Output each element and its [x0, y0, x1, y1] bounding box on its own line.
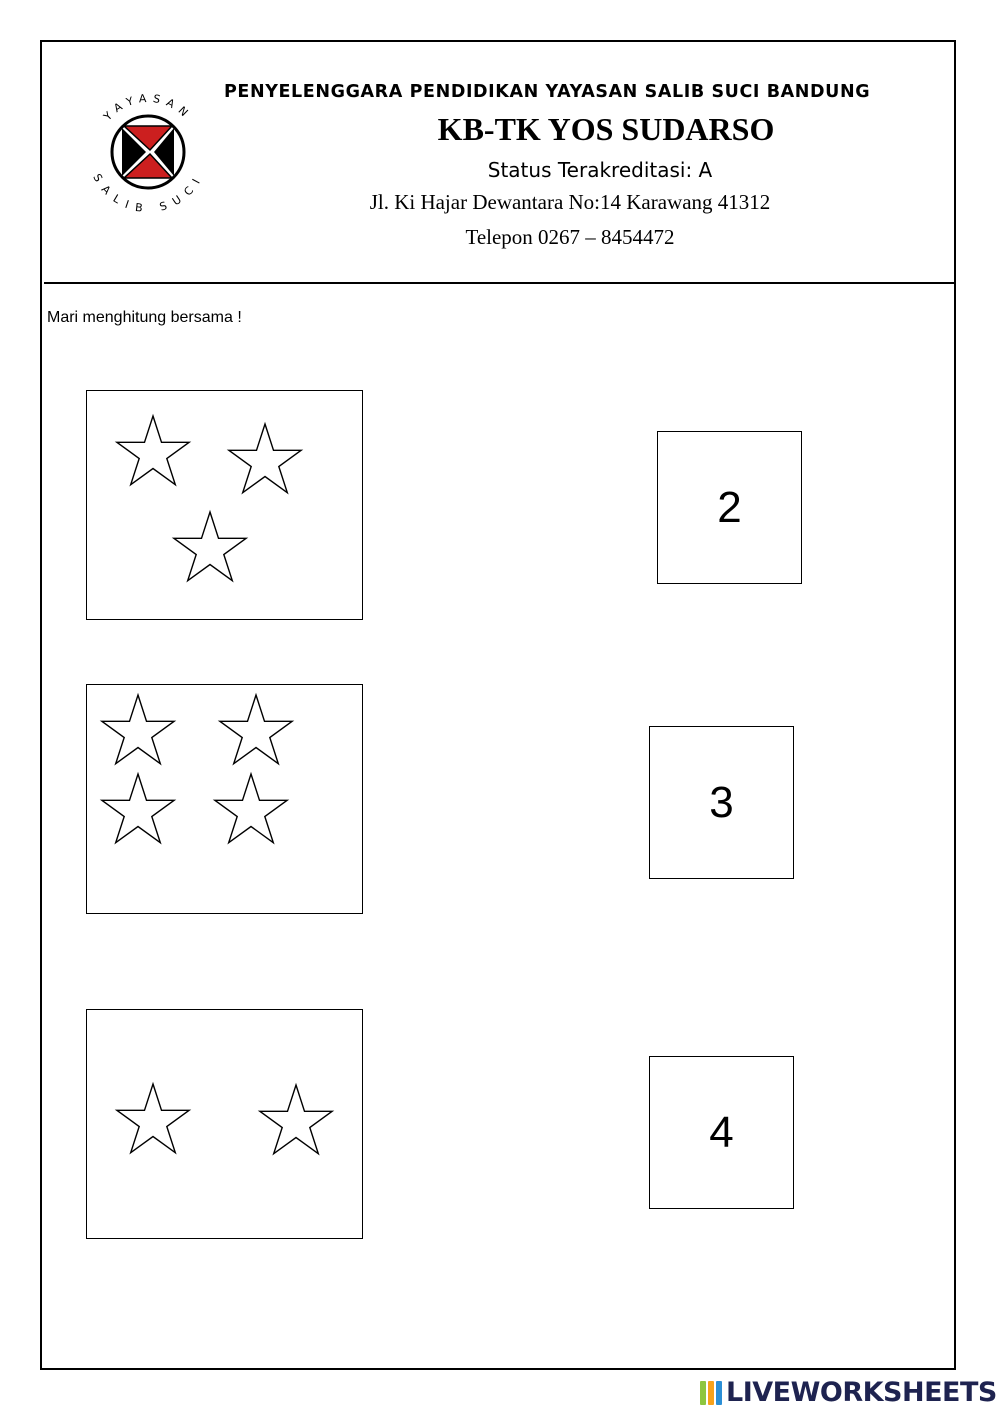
star-box-3 — [86, 1009, 363, 1239]
star-outline-icon — [215, 774, 287, 843]
number-box-1[interactable]: 2 — [657, 431, 802, 584]
star-outline-icon — [117, 416, 189, 485]
star-outline-icon — [117, 1084, 189, 1153]
star-box-2 — [86, 684, 363, 914]
accreditation-status: Status Terakreditasi: A — [487, 158, 713, 182]
liveworksheets-logo-icon — [700, 1381, 722, 1405]
school-address: Jl. Ki Hajar Dewantara No:14 Karawang 41312 — [369, 190, 771, 214]
logo-text-top: YAYASAN — [101, 91, 195, 124]
star-outline-icon — [229, 424, 301, 493]
school-logo — [78, 86, 218, 216]
school-phone: Telepon 0267 – 8454472 — [465, 225, 675, 249]
star-outline-icon — [102, 695, 174, 764]
school-name: KB-TK YOS SUDARSO — [437, 111, 775, 147]
header-divider — [44, 282, 955, 284]
star-outline-icon — [174, 512, 246, 581]
star-group-2 — [87, 685, 361, 912]
number-box-2[interactable]: 3 — [649, 726, 794, 879]
star-outline-icon — [260, 1085, 332, 1154]
number-box-3[interactable]: 4 — [649, 1056, 794, 1209]
star-group-3 — [87, 1010, 361, 1237]
instruction-text: Mari menghitung bersama ! — [47, 309, 242, 326]
watermark-text: LIVEWORKSHEETS — [726, 1377, 997, 1408]
star-outline-icon — [220, 695, 292, 764]
logo-text-bottom: SALIB SUCI — [90, 171, 206, 216]
star-group-1 — [87, 391, 361, 618]
organization-name: PENYELENGGARA PENDIDIKAN YAYASAN SALIB SUCI BANDUNG — [224, 82, 871, 102]
star-box-1 — [86, 390, 363, 620]
liveworksheets-watermark — [700, 1376, 1000, 1412]
star-outline-icon — [102, 774, 174, 843]
